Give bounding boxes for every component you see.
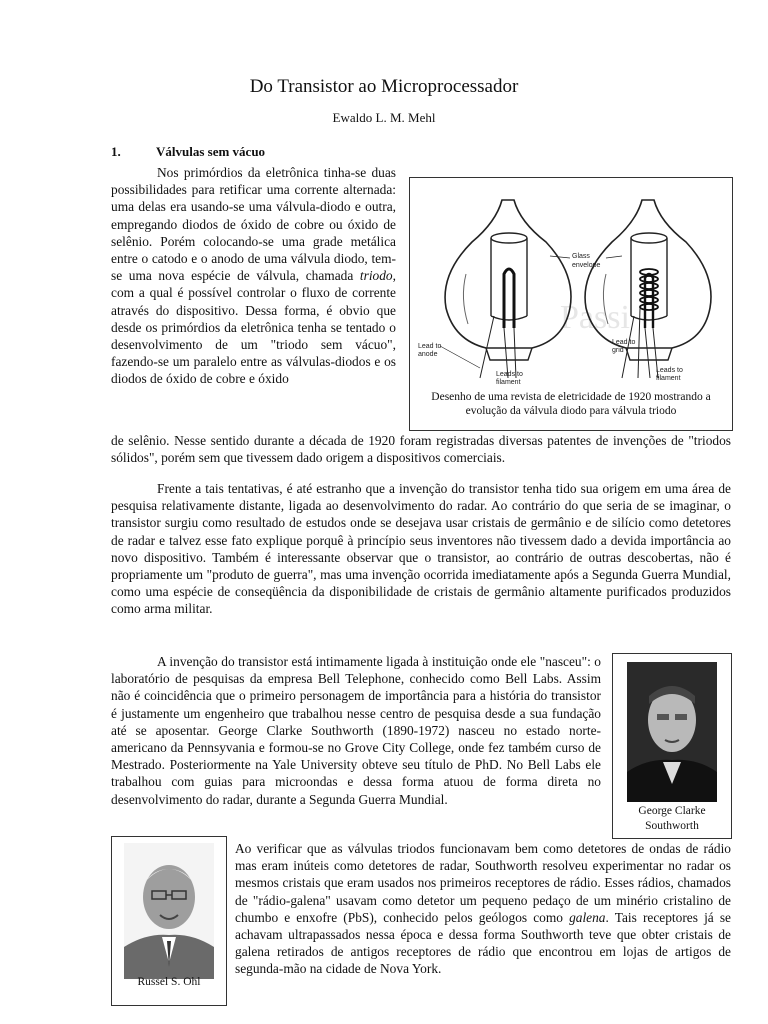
document-title: Do Transistor ao Microprocessador — [249, 76, 519, 97]
svg-text:Passi: Passi — [560, 299, 630, 336]
label-lead-to-anode-1: Lead to — [418, 343, 442, 350]
valve-figure — [409, 177, 733, 431]
label-leads-to-filament-left-2: filament — [496, 379, 521, 386]
valve-figure-caption: Desenho de uma revista de eletricidade de 1920 mostrando a evolução da válvula diodo para válvula triodo — [431, 391, 711, 417]
ohl-portrait-image — [124, 843, 214, 979]
paragraph-4-text-a: Ao verificar que as válvulas triodos funcionavam bem como detetores de ondas de rádio mas eram inúteis como detetores de radar, Southworth resolveu experimentar no radar os mesmos cristais que eram usados nos primeiros receptores de rádio. Esses rádios, chamados de "rádio-galena" usavam como detetor um pequeno pedaço de um minério cristalino de chumbo e enxofre (PbS), conhecido pelos geólogos como — [235, 841, 731, 925]
section-number: 1. — [111, 144, 121, 159]
southworth-portrait-image — [627, 662, 717, 802]
southworth-caption-1: George Clarke — [638, 805, 706, 817]
paragraph-4-text-b: . Tais receptores já se achavam ultrapassados nessa época e dessa forma Southworth teve que obter cristais de galena retirados de antigos receptores de rádio que encontrou em lojas de artigos de segunda-mão na cidade de Nova York. — [235, 909, 731, 977]
label-glass: Glass — [572, 253, 590, 260]
paragraph-4-emphasis: galena — [569, 909, 606, 925]
ohl-photo-frame — [111, 836, 227, 1006]
label-leads-to-filament-left-1: Leads to — [496, 371, 523, 378]
paragraph-1-continued: de selênio. Nesse sentido durante a década de 1920 foram registradas diversas patentes de invenções de "triodos sólidos", porém sem que tivessem dado origem a dispositivos comerciais. — [111, 433, 731, 466]
valve-drawing-image — [410, 178, 732, 388]
label-lead-to-grid-2: grid — [612, 347, 624, 354]
paragraph-1-emphasis: triodo — [359, 268, 393, 284]
paragraph-4 — [235, 840, 731, 978]
section-title: Válvulas sem vácuo — [156, 144, 266, 159]
southworth-photo-frame — [612, 653, 732, 839]
paragraph-1-text-a: Nos primórdios da eletrônica tinha-se duas possibilidades para retificar uma corrente alternada: uma delas era usando-se uma válvula-diodo e outra, empregando diodos de óxido de cobre ou óxido de selênio. Porém colocando-se uma grade metálica entre o catodo e o anodo de uma válvula diodo, tem-se uma nova espécie de válvula, chamada — [111, 165, 396, 284]
paragraph-1-wrapped — [111, 164, 396, 388]
document-author: Ewaldo L. M. Mehl — [332, 110, 436, 125]
label-envelope: envelope — [572, 262, 601, 269]
paragraph-2: Frente a tais tentativas, é até estranho que a invenção do transistor tenha tido sua origem em uma área de pesquisa relativamente distante, ligada ao desenvolvimento do radar. Ao contrário do que seria de se imaginar, o transistor surgiu como resultado de estudos onde se desejava usar cristais de germânio e de silício como detetores de radar e talvez esse fato explique porquê à princípio seus inventores não tivessem dado a devida importância ao novo dispositivo. Também é interessante observar que o transistor, ao contrário de outras descobertas, não é propriamente um "produto de guerra", mas uma invenção ocorrida imediatamente após a Segunda Guerra Mundial, como uma espécie de conseqüência da disponibilidade de cristais de germânio altamente purificados produzidos como arma militar. — [111, 481, 731, 617]
label-lead-to-grid-1: Lead to — [612, 339, 636, 346]
label-leads-to-filament-right-2: filament — [656, 375, 681, 382]
paragraph-1-text-b: , com a qual é possível controlar o fluxo de corrente através do dispositivo. Dessa forma, é obvio que desde os primórdios da eletrônica tenha se tentado o desenvolvimento de um "triodo sem vácuo", fazendo-se um paralelo entre as válvulas-diodos e os diodos de óxido de cobre e óxido — [111, 268, 396, 387]
label-leads-to-filament-right-1: Leads to — [656, 367, 683, 374]
label-lead-to-anode-2: anode — [418, 351, 438, 358]
southworth-caption-2: Southworth — [645, 820, 699, 832]
ohl-caption: Russel S. Ohl — [137, 976, 201, 988]
paragraph-3: A invenção do transistor está intimamente ligada à instituição onde ele "nasceu": o laboratório de pesquisas da empresa Bell Telephone, conhecido como Bell Labs. Assim não é coincidência que o primeiro personagem de importância para a história do transistor é justamente um engenheiro que trabalhou nesse centro de pesquisa desde a sua fundação até se aposentar. George Clarke Southworth (1890-1972) nasceu no estado norte-americano da Pennsyvania e formou-se no Grove City College, onde fez também curso de Mestrado. Posteriormente na Yale University obteve seu título de PhD. No Bell Labs ele trabalhou com guias para microondas e dessa forma atuou de forma direta no desenvolvimento do radar, durante a Segunda Guerra Mundial. — [111, 654, 601, 807]
